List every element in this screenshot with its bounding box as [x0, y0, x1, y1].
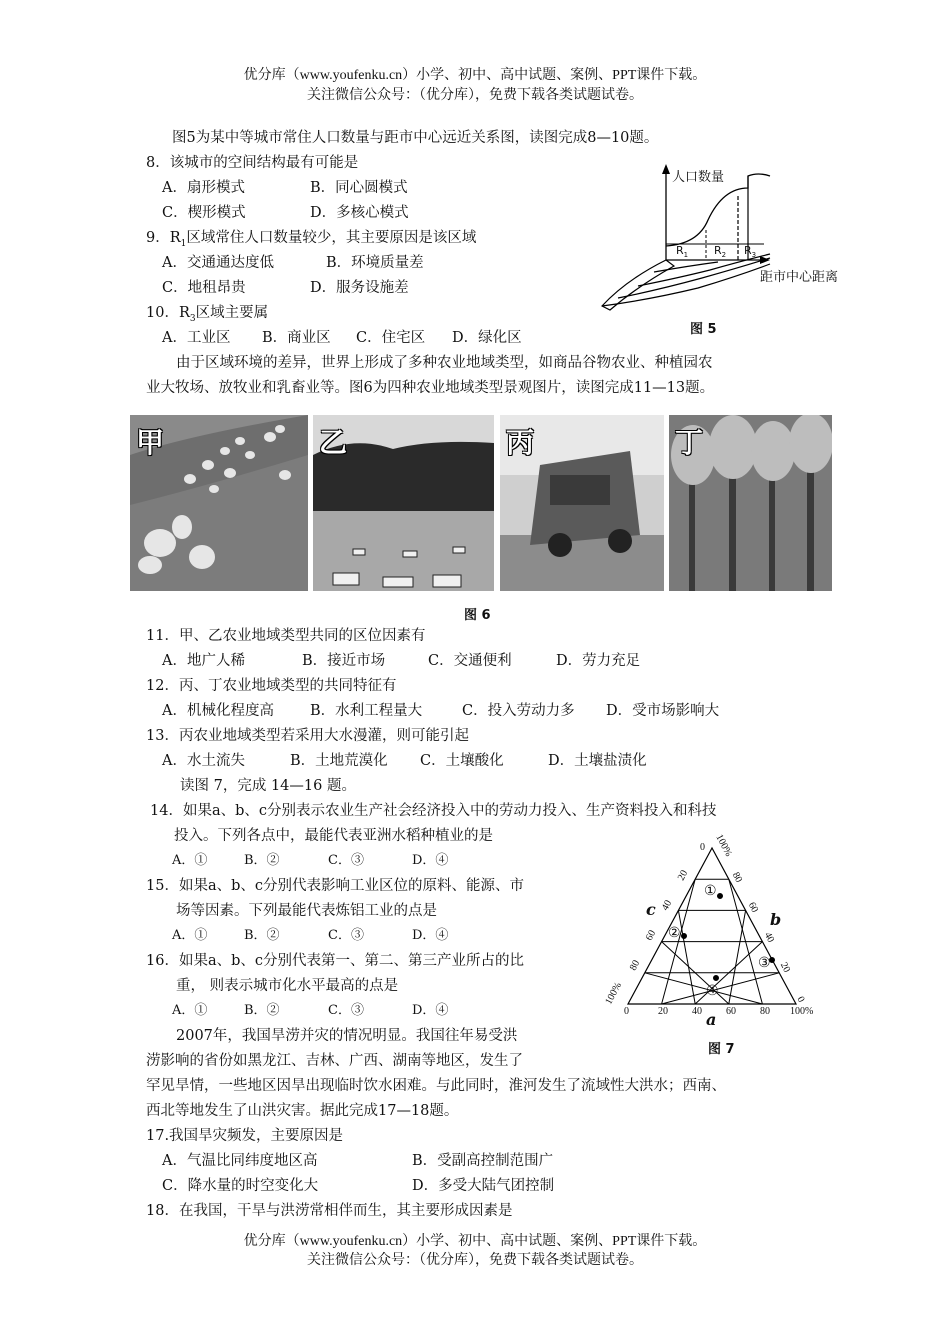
q10-stem [146, 303, 268, 329]
q13-option-d: D．土壤盐渍化 [548, 753, 647, 769]
q13-option-c: C．土壤酸化 [420, 753, 504, 769]
figure-7-left-ticks [600, 836, 830, 1036]
photo-ding [669, 415, 832, 591]
q16-line2: 重， 则表示城市化水平最高的点是 [176, 978, 399, 994]
header-line-1: 优分库（www.youfenku.cn）小学、初中、高中试题、案例、PPT课件下载。 [243, 68, 707, 83]
q10-stem-pre: 10．R [146, 305, 190, 321]
figure-5-r3-sub: 3 [751, 251, 757, 260]
bottom-tick-0: 0 [624, 1006, 629, 1017]
figure-5-ylabel: 人口数量 [672, 170, 725, 185]
figure-7-point-4: ④ [706, 983, 719, 999]
left-tick-0: 0 [700, 842, 705, 853]
q12-option-b: B．水利工程量大 [310, 703, 423, 719]
q13-option-b: B．土地荒漠化 [290, 753, 388, 769]
q12-option-d: D．受市场影响大 [606, 703, 720, 719]
figure-7 [600, 832, 830, 1036]
q17-option-d: D．多受大陆气团控制 [412, 1178, 555, 1194]
figure-7-caption: 图 7 [708, 1042, 735, 1057]
q16-option-a: A．① [172, 1003, 208, 1018]
q10-stem-sub: 3 [189, 313, 196, 324]
q10-stem-post: 区域主要属 [195, 305, 269, 321]
figure-7-point-3: ③ [758, 955, 771, 971]
left-tick-80: 80 [627, 958, 643, 973]
right-tick-80: 80 [729, 870, 745, 885]
footer-line-1: 优分库（www.youfenku.cn）小学、初中、高中试题、案例、PPT课件下载。 [243, 1234, 707, 1249]
q15-option-b: B．② [244, 928, 280, 943]
q9-option-d: D．服务设施差 [310, 280, 409, 296]
q10-option-a: A．工业区 [162, 330, 231, 346]
footer-line-2: 关注微信公众号：（优分库），免费下载各类试题试卷。 [307, 1253, 643, 1268]
bottom-tick-80: 80 [760, 1006, 770, 1017]
q13-stem: 13．丙农业地域类型若采用大水漫灌，则可能引起 [146, 728, 469, 744]
q17-option-c: C．降水量的时空变化大 [162, 1178, 319, 1194]
bottom-tick-40: 40 [692, 1006, 702, 1017]
q14-option-a: A．① [172, 853, 208, 868]
q14-line2: 投入。下列各点中，最能代表亚洲水稻种植业的是 [174, 828, 493, 844]
q15-option-d: D．④ [412, 928, 449, 943]
q14-option-c: C．③ [328, 853, 364, 868]
intro-drought-line3: 罕见旱情，一些地区因旱出现临时饮水困难。与此同时，淮河发生了流域性大洪水；西南、 [146, 1078, 726, 1094]
right-tick-20: 20 [777, 960, 793, 975]
q11-option-c: C．交通便利 [428, 653, 512, 669]
left-tick-100: 100% [603, 980, 625, 1007]
q8-stem: 8．该城市的空间结构最有可能是 [146, 155, 359, 171]
figure-5 [598, 160, 860, 320]
q10-option-b: B．商业区 [262, 330, 331, 346]
q14-option-d: D．④ [412, 853, 449, 868]
q15-line2: 场等因素。下列最能代表炼铝工业的点是 [176, 903, 437, 919]
photo-yi [313, 415, 494, 591]
figure-5-r1-sub: 1 [683, 251, 689, 260]
q18-stem: 18．在我国，干旱与洪涝常相伴而生，其主要形成因素是 [146, 1203, 513, 1219]
figure-7-point-1: ① [704, 883, 717, 899]
q8-option-d: D．多核心模式 [310, 205, 409, 221]
photo-ding-label: 丁 [675, 426, 704, 459]
right-tick-40: 40 [761, 930, 777, 945]
q14-option-b: B．② [244, 853, 280, 868]
photo-yi-label: 乙 [319, 426, 348, 459]
q16-option-d: D．④ [412, 1003, 449, 1018]
q8-option-c: C．楔形模式 [162, 205, 246, 221]
intro-fig6-line2: 业大牧场、放牧业和乳畜业等。图6为四种农业地域类型景观图片，读图完成11—13题。 [146, 380, 715, 396]
right-tick-100: 100% [713, 832, 735, 859]
q17-option-a: A．气温比同纬度地区高 [162, 1153, 318, 1169]
figure-7-point-2: ② [668, 925, 681, 941]
figure-7-label-c: c [646, 900, 656, 919]
q8-option-a: A．扇形模式 [162, 180, 245, 196]
figure-5-r2-sub: 2 [721, 251, 727, 260]
q16-option-b: B．② [244, 1003, 280, 1018]
right-tick-60: 60 [745, 900, 761, 915]
left-tick-40: 40 [659, 898, 675, 913]
figure-7-label-b: b [770, 910, 782, 929]
q9-stem-pre: 9．R [146, 230, 181, 246]
q16-option-c: C．③ [328, 1003, 364, 1018]
intro-fig7: 读图 7，完成 14—16 题。 [180, 778, 356, 794]
q12-option-c: C．投入劳动力多 [462, 703, 575, 719]
q9-stem [146, 228, 476, 254]
figure-5-diagram [598, 160, 860, 320]
bottom-tick-100: 100% [790, 1006, 814, 1017]
figure-5-caption: 图 5 [690, 322, 717, 337]
q9-option-c: C．地租昂贵 [162, 280, 246, 296]
q17-option-b: B．受副高控制范围广 [412, 1153, 554, 1169]
photo-jia [130, 415, 308, 591]
bottom-tick-20: 20 [658, 1006, 668, 1017]
figure-5-r3-text: R [744, 244, 752, 257]
intro-fig5: 图5为某中等城市常住人口数量与距市中心远近关系图，读图完成8—10题。 [172, 130, 659, 146]
q9-option-b: B．环境质量差 [326, 255, 424, 271]
q15-line1: 15．如果a、b、c分别代表影响工业区位的原料、能源、市 [146, 878, 524, 894]
intro-drought-line4: 西北等地发生了山洪灾害。据此完成17—18题。 [146, 1103, 459, 1119]
q9-stem-sub: 1 [180, 238, 187, 249]
q8-option-b: B．同心圆模式 [310, 180, 408, 196]
intro-drought-line2: 涝影响的省份如黑龙江、吉林、广西、湖南等地区，发生了 [146, 1053, 523, 1069]
intro-drought-line1: 2007年，我国旱涝并灾的情况明显。我国往年易受洪 [176, 1028, 518, 1044]
q17-stem: 17.我国旱灾频发，主要原因是 [146, 1128, 344, 1144]
q15-option-a: A．① [172, 928, 208, 943]
q10-option-c: C．住宅区 [356, 330, 426, 346]
figure-5-xlabel: 距市中心距离 [760, 270, 839, 285]
q11-option-b: B．接近市场 [302, 653, 386, 669]
q11-option-d: D．劳力充足 [556, 653, 641, 669]
right-tick-0: 0 [794, 994, 807, 1005]
q9-option-a: A．交通通达度低 [162, 255, 274, 271]
intro-fig6-line1: 由于区域环境的差异，世界上形成了多种农业地域类型，如商品谷物农业、种植园农 [176, 355, 713, 371]
q11-stem: 11．甲、乙农业地域类型共同的区位因素有 [146, 628, 426, 644]
photo-jia-label: 甲 [136, 426, 165, 459]
header-line-2: 关注微信公众号：（优分库），免费下载各类试题试卷。 [307, 88, 643, 103]
photo-bing [500, 415, 664, 591]
left-tick-60: 60 [643, 928, 659, 943]
figure-6-caption: 图 6 [464, 608, 491, 623]
left-tick-20: 20 [675, 868, 691, 883]
q10-option-d: D．绿化区 [452, 330, 522, 346]
figure-5-label-r2 [714, 244, 726, 259]
q13-option-a: A．水土流失 [162, 753, 245, 769]
photo-bing-label: 丙 [506, 426, 535, 459]
q12-stem: 12．丙、丁农业地域类型的共同特征有 [146, 678, 397, 694]
figure-5-r2-text: R [714, 244, 722, 257]
figure-5-label-r1 [676, 244, 688, 259]
bottom-tick-60: 60 [726, 1006, 736, 1017]
q15-option-c: C．③ [328, 928, 364, 943]
figure-7-label-a: a [706, 1010, 717, 1029]
q11-option-a: A．地广人稀 [162, 653, 245, 669]
q16-line1: 16．如果a、b、c分别代表第一、第二、第三产业所占的比 [146, 953, 524, 969]
figure-5-label-r3 [744, 244, 756, 259]
q14-line1: 14．如果a、b、c分别表示农业生产社会经济投入中的劳动力投入、生产资料投入和科技 [150, 803, 717, 819]
figure-5-r1-text: R [676, 244, 684, 257]
q12-option-a: A．机械化程度高 [162, 703, 274, 719]
q9-stem-post: 区域常住人口数量较少，其主要原因是该区域 [186, 230, 477, 246]
